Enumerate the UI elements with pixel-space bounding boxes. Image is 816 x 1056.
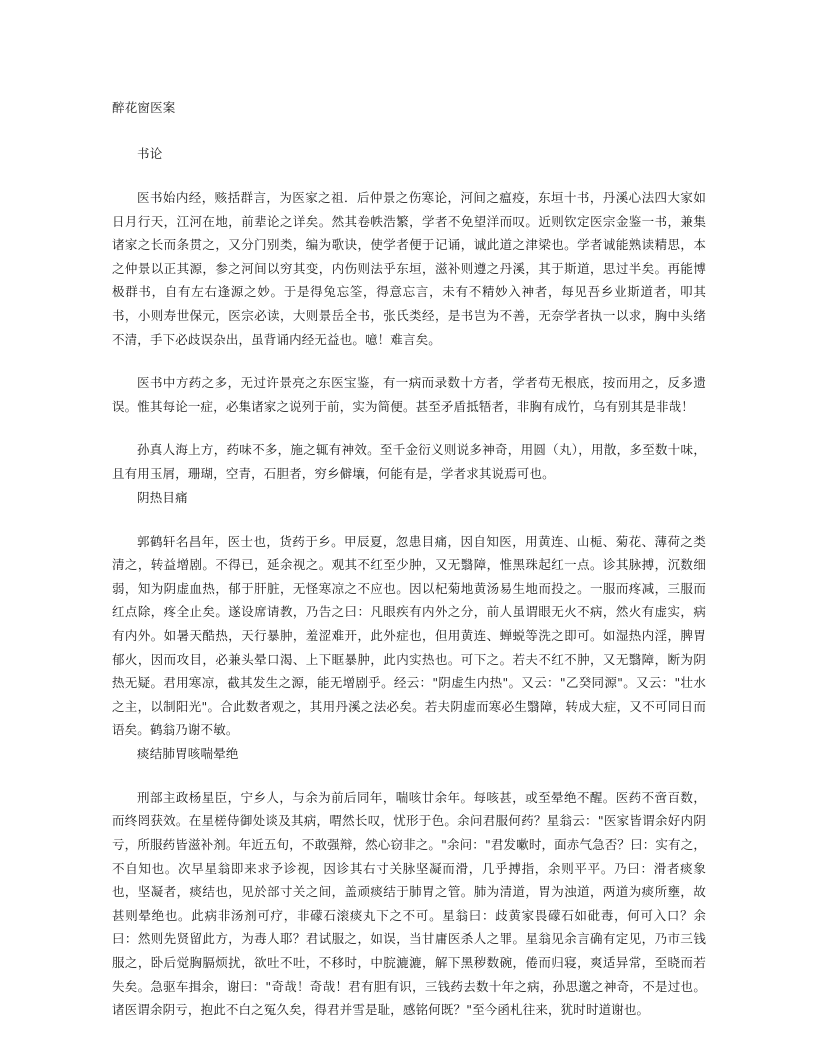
paragraph: 郭鹤轩名昌年，医士也，货药于乡。甲辰夏，忽患目痛，因自知医，用黄连、山栀、菊花、薄荷之类清之，转益增剧。不得已，延余视之。观其不红至少肿，又无翳障，惟黑珠起红一点。诊其脉搏，沉数细弱，知为阴虚血热，郁于肝脏，无怪寒凉之不应也。因以杞菊地黄汤易生地而投之。一服而疼减，三服而红点除，疼全止矣。遂设席请教，乃告之曰：凡眼疾有内外之分，前人虽谓眼无火不病，然火有虚实，病有内外。如暑天酷热，天行暴肿，羞涩难开，此外症也，但用黄连、蝉蜕等洗之即可。如湿热内淫，脾胃郁火，因而攻目，必兼头晕口渴、上下眶暴肿，此内实热也。可下之。若夫不红不肿，又无翳障，断为阴热无疑。君用寒凉，截其发生之源，能无增剧乎。经云："阴虚生内热"。又云："乙癸同源"。又云："壮水之主，以制阳光"。合此数者观之，其用丹溪之法必矣。若夫阴虚而寒必生翳障，转成大症，又不可同日而语矣。鹤翁乃谢不敏。 xyxy=(112,533,706,738)
paragraph: 医书始内经，赅括群言，为医家之祖．后仲景之伤寒论，河间之瘟疫，东垣十书，丹溪心法四大家如日月行天，江河在地，前辈论之详矣。然其卷帙浩繁，学者不免望洋而叹。近则钦定医宗金鉴一书，兼集诸家之长而条贯之，又分门别类，编为歌诀，使学者便于记诵，诚此道之津梁也。学者诚能熟读精思，本之仲景以正其源，参之河间以穷其变，内伤则法乎东垣，滋补则遵之丹溪，其于斯道，思过半矣。再能博极群书，自有左右逢源之妙。于是得兔忘筌，得意忘言，未有不精妙入神者，每见吾乡业斯道者，叩其书，小则寿世保元，医宗必读，大则景岳全书，张氏类经，是书岂为不善，无奈学者执一以求，胸中头绪不清，手下必歧误杂出，虽背诵内经无益也。噫！难言矣。 xyxy=(112,190,706,347)
section-tanjiefeiwei xyxy=(112,742,706,1022)
paragraph: 医书中方药之多，无过许景亮之东医宝鉴，有一病而录数十方者，学者苟无根底，按而用之，反多遗误。惟其每论一症，必集诸家之说列于前，实为简便。甚至矛盾抵牾者，非胸有成竹，乌有别其是非哉！ xyxy=(112,375,706,414)
section-heading-yinremutong: 阴热目痛 xyxy=(137,489,188,505)
paragraph: 刑部主政杨星臣，宁乡人，与余为前后同年，喘咳廿余年。每咳甚，或至晕绝不醒。医药不啻百数，而终罔获效。在星槎侍御处谈及其病，喟然长叹，忧形于色。余问君服何药？星翁云："医家皆谓余好内阴亏，所服药皆滋补剂。年近五旬，不敢强辩，然心窃非之。"余问："君发嗽时，面赤气急否？曰：实有之，不自知也。次早星翁即来求予诊视，因诊其右寸关脉坚凝而滑，几乎搏指，余则平平。乃曰：滑者痰象也，坚凝者，痰结也，见於部寸关之间，盖顽痰结于肺胃之管。肺为清道，胃为浊道，两道为痰所壅，故甚则晕绝也。此病非汤剂可疗，非礞石滚痰丸下之不可。星翁曰：歧黄家畏礞石如砒毒，何可入口？余曰：然则先贤留此方，为毒人耶？君试服之，如误，当甘庸医杀人之罪。星翁见余言确有定见，乃市三钱服之，卧后觉胸膈烦扰，欲吐不吐，不移时，中脘漉漉，解下黑秽数碗，倦而归寝，爽适异常，至晓而若失矣。急驱车揖余，谢曰："奇哉！奇哉！君有胆有识，三钱药去数十年之病，孙思邈之神奇，不是过也。诸医谓余阴亏，抱此不白之冤久矣，得君并雪是耻，感铭何既？"至今函札往来，犹时时道谢也。 xyxy=(112,789,706,1018)
section-yinremutong xyxy=(112,486,706,742)
section-heading-shulun: 书论 xyxy=(137,146,163,161)
document-title: 醉花窗医案 xyxy=(112,100,176,115)
section-shulun xyxy=(112,142,706,486)
paragraph: 孙真人海上方，药味不多，施之辄有神效。至千金衍义则说多神奇，用圆（丸），用散，多至数十味，且有用玉屑，珊瑚，空青，石胆者，穷乡僻壤，何能有是，学者求其说焉可也。 xyxy=(112,442,706,481)
document-body xyxy=(112,96,706,1022)
section-heading-tanjiefeiwei: 痰结肺胃咳喘晕绝 xyxy=(137,745,239,761)
